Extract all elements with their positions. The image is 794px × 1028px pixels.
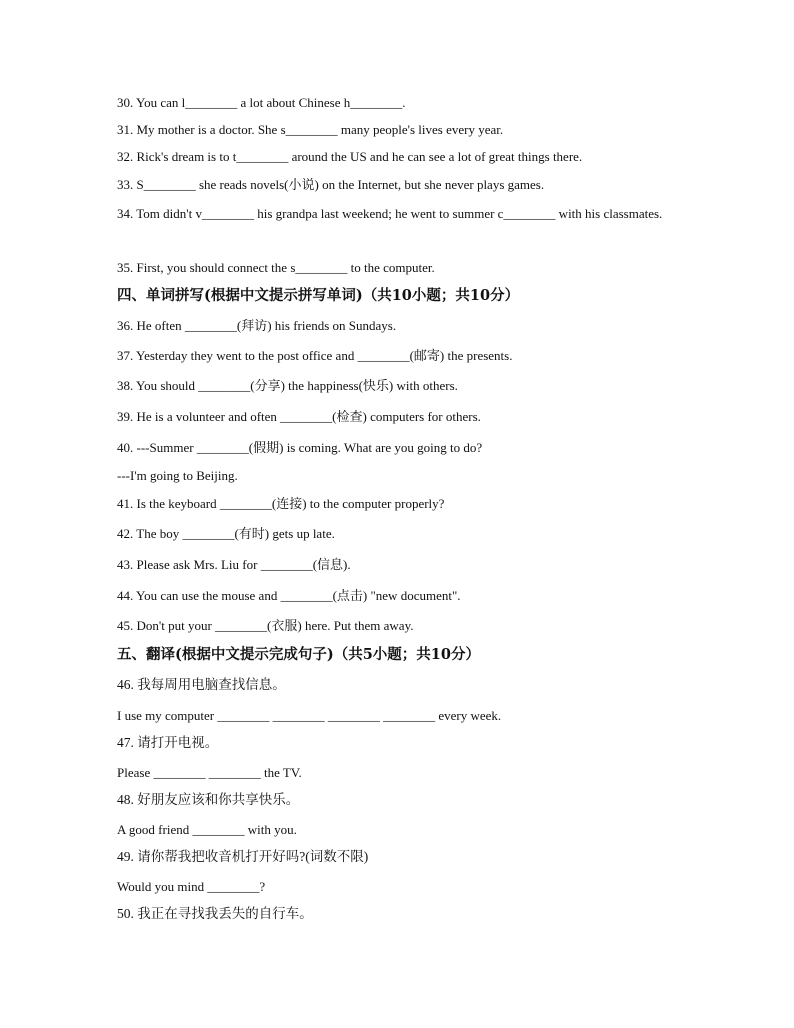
answer-line-48: A good friend ________ with you. [117,822,297,837]
section-5-heading: 五、翻译(根据中文提示完成句子)（共5小题；共10分） [117,646,480,663]
question-45: 45. Don't put your ________(衣服) here. Put them away. [117,618,414,633]
question-36: 36. He often ________(拜访) his friends on Sundays. [117,318,397,333]
question-50: 50. 我正在寻找我丢失的自行车。 [117,906,313,921]
question-32: 32. Rick's dream is to t________ around the US and he can see a lot of great things there. [117,149,583,164]
question-37: 37. Yesterday they went to the post office and ________(邮寄) the presents. [117,348,513,363]
answer-line-49: Would you mind ________? [117,879,266,894]
question-39: 39. He is a volunteer and often ________(检查) computers for others. [117,409,481,424]
question-47: 47. 请打开电视。 [117,735,219,750]
question-40-answer: ---I'm going to Beijing. [117,468,238,483]
question-49: 49. 请你帮我把收音机打开好吗?(词数不限) [117,849,369,864]
question-38: 38. You should ________(分享) the happiness(快乐) with others. [117,378,458,393]
question-33: 33. S________ she reads novels(小说) on the Internet, but she never plays games. [117,177,545,192]
answer-line-47: Please ________ ________ the TV. [117,765,302,780]
section-4-heading: 四、单词拼写(根据中文提示拼写单词)（共10小题；共10分） [117,287,520,304]
answer-line-46: I use my computer ________ ________ ________ ________ every week. [117,708,502,723]
question-40: 40. ---Summer ________(假期) is coming. What are you going to do? [117,440,483,455]
question-31: 31. My mother is a doctor. She s________ many people's lives every year. [117,122,504,137]
question-44: 44. You can use the mouse and ________(点击) "new document". [117,588,461,603]
question-43: 43. Please ask Mrs. Liu for ________(信息). [117,557,351,572]
question-42: 42. The boy ________(有时) gets up late. [117,526,335,541]
question-41: 41. Is the keyboard ________(连接) to the computer properly? [117,496,445,511]
question-46: 46. 我每周用电脑查找信息。 [117,677,286,692]
question-34: 34. Tom didn't v________ his grandpa last weekend; he went to summer c________ with his classmates. [117,206,663,221]
question-48: 48. 好朋友应该和你共享快乐。 [117,792,300,807]
question-35: 35. First, you should connect the s________ to the computer. [117,260,435,275]
question-30: 30. You can l________ a lot about Chinese h________. [117,95,406,110]
